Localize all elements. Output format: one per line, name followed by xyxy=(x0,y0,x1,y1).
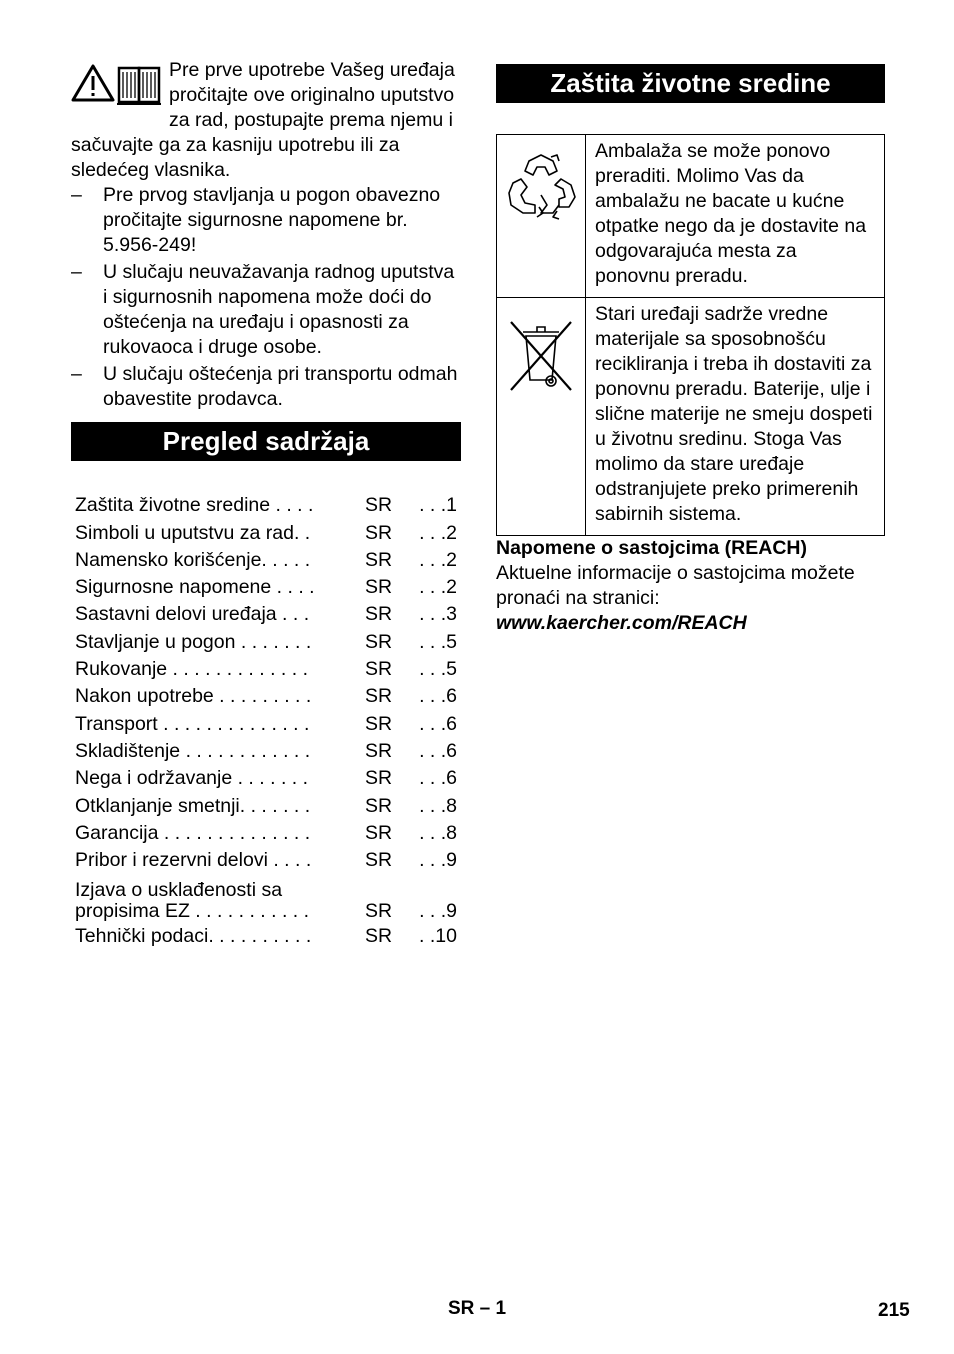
toc-entry-title-line1: Izjava o usklađenosti sa xyxy=(75,880,283,902)
recycling-icon xyxy=(497,135,585,255)
toc-entry-lang: SR xyxy=(365,925,393,948)
environment-table xyxy=(496,134,885,536)
intro-block xyxy=(71,58,461,183)
toc-entry-page: . . .6 xyxy=(419,712,457,735)
toc-entry-lang: SR xyxy=(365,712,393,735)
toc-entry-page: . . .9 xyxy=(419,900,457,923)
toc-entry-title: Stavljanje u pogon . . . . . . . xyxy=(75,630,312,653)
list-dash: – xyxy=(71,184,82,206)
list-item xyxy=(71,183,461,258)
crossed-bin-icon xyxy=(497,298,585,398)
toc-entry-page: . . .3 xyxy=(419,603,457,626)
open-book-icon xyxy=(117,68,161,104)
table-of-contents xyxy=(75,491,457,949)
toc-entry[interactable] xyxy=(75,737,457,764)
toc-entry-title: Nega i održavanje . . . . . . . xyxy=(75,767,309,790)
toc-entry-page: . . .5 xyxy=(419,630,457,653)
toc-entry-lang: SR xyxy=(365,794,393,817)
icon-cell xyxy=(497,135,586,298)
toc-entry-title: Garancija . . . . . . . . . . . . . . xyxy=(75,821,311,844)
toc-entry-title: Transport . . . . . . . . . . . . . . xyxy=(75,712,310,735)
toc-entry[interactable] xyxy=(75,573,457,600)
toc-entry-lang: SR xyxy=(365,739,393,762)
list-item xyxy=(71,362,461,412)
toc-entry-page: . . .2 xyxy=(419,548,457,571)
list-dash: – xyxy=(71,261,82,283)
right-column xyxy=(496,64,885,636)
toc-entry[interactable] xyxy=(75,922,457,949)
toc-entry[interactable] xyxy=(75,764,457,791)
intro-icons xyxy=(71,60,163,110)
toc-entry-lang: SR xyxy=(365,576,393,599)
intro-text: Pre prve upotrebe Vašeg uređaja pročitajte ove originalno uputstvo za rad, postupajte prema njemu i sačuvajte ga za kasniju upotrebu ili za sledećeg vlasnika. xyxy=(71,59,455,181)
list-item xyxy=(71,260,461,360)
table-row xyxy=(497,298,885,536)
toc-entry-title: Rukovanje . . . . . . . . . . . . . xyxy=(75,658,309,681)
toc-entry-title-line2: propisima EZ . . . . . . . . . . . xyxy=(75,900,310,923)
toc-entry-title xyxy=(75,880,365,922)
toc-entry[interactable] xyxy=(75,791,457,818)
toc-entry-page: . . .6 xyxy=(419,685,457,708)
warning-triangle-icon xyxy=(73,66,113,100)
toc-entry-title: Sastavni delovi uređaja . . . xyxy=(75,603,310,626)
toc-entry[interactable] xyxy=(75,846,457,873)
toc-entry-page: . . .5 xyxy=(419,658,457,681)
toc-entry-page: . . .8 xyxy=(419,821,457,844)
toc-entry-page: . . .2 xyxy=(419,521,457,544)
toc-entry-lang: SR xyxy=(365,494,393,517)
toc-entry[interactable] xyxy=(75,873,457,922)
toc-entry-lang: SR xyxy=(365,658,393,681)
recycling-text-cell: Ambalaža se može ponovo preraditi. Molimo Vas da ambalažu ne bacate u kućne otpatke nego da je dostavite na odgovarajuća mesta za ponovnu preradu. xyxy=(586,135,885,298)
reach-section xyxy=(496,536,885,636)
toc-entry[interactable] xyxy=(75,600,457,627)
warning-list xyxy=(71,183,461,412)
list-item-text: U slučaju neuvažavanja radnog uputstva i sigurnosnih napomena može doći do oštećenja na uređaju i opasnosti za rukovaoca i druge osobe. xyxy=(103,261,455,358)
toc-entry[interactable] xyxy=(75,655,457,682)
toc-entry[interactable] xyxy=(75,518,457,545)
toc-entry-lang: SR xyxy=(365,630,393,653)
toc-entry[interactable] xyxy=(75,491,457,518)
toc-entry[interactable] xyxy=(75,627,457,654)
reach-title: Napomene o sastojcima (REACH) xyxy=(496,537,807,559)
toc-entry[interactable] xyxy=(75,709,457,736)
list-dash: – xyxy=(71,363,82,385)
footer-page-number: 215 xyxy=(878,1300,910,1321)
toc-heading: Pregled sadržaja xyxy=(71,422,461,461)
toc-entry-title: Nakon upotrebe . . . . . . . . . xyxy=(75,685,312,708)
toc-entry-page: . . .1 xyxy=(419,494,457,517)
toc-entry-title: Sigurnosne napomene . . . . xyxy=(75,576,315,599)
reach-link[interactable]: www.kaercher.com/REACH xyxy=(496,612,747,634)
toc-entry-page: . . .8 xyxy=(419,794,457,817)
toc-entry-title: Simboli u uputstvu za rad. . xyxy=(75,521,311,544)
toc-entry-page: . . .6 xyxy=(419,739,457,762)
toc-entry[interactable] xyxy=(75,546,457,573)
toc-entry-lang: SR xyxy=(365,521,393,544)
toc-entry-page: . . .2 xyxy=(419,576,457,599)
disposal-text-cell: Stari uređaji sadrže vredne materijale sa sposobnošću recikliranja i treba ih dostaviti za ponovnu preradu. Baterije, ulje i slične materije ne smeju dospeti u životnu sredinu. Stoga Vas molimo da stare uređaje odstranjujete preko primerenih sabirnih sistema. xyxy=(586,298,885,536)
footer-section-label: SR – 1 xyxy=(448,1298,507,1319)
list-item-text: U slučaju oštećenja pri transportu odmah obavestite prodavca. xyxy=(103,363,458,410)
left-column xyxy=(71,58,461,949)
toc-entry-page: . . .6 xyxy=(419,767,457,790)
environment-heading: Zaštita životne sredine xyxy=(496,64,885,103)
table-row xyxy=(497,135,885,298)
toc-entry-lang: SR xyxy=(365,767,393,790)
toc-entry-title: Skladištenje . . . . . . . . . . . . xyxy=(75,739,311,762)
toc-entry-lang: SR xyxy=(365,603,393,626)
toc-entry-page: . .10 xyxy=(419,925,457,948)
toc-entry[interactable] xyxy=(75,682,457,709)
toc-entry-page: . . .9 xyxy=(419,849,457,872)
toc-entry-title: Namensko korišćenje. . . . . xyxy=(75,548,311,571)
toc-entry-lang: SR xyxy=(365,900,393,923)
list-item-text: Pre prvog stavljanja u pogon obavezno pročitajte sigurnosne napomene br. 5.956-249! xyxy=(103,184,441,256)
toc-entry-title: Pribor i rezervni delovi . . . . xyxy=(75,849,312,872)
toc-entry-title: Zaštita životne sredine . . . . xyxy=(75,494,314,517)
toc-entry-lang: SR xyxy=(365,685,393,708)
icon-cell xyxy=(497,298,586,536)
toc-entry[interactable] xyxy=(75,819,457,846)
toc-entry-lang: SR xyxy=(365,548,393,571)
toc-entry-title: Tehnički podaci. . . . . . . . . . xyxy=(75,925,312,948)
toc-entry-lang: SR xyxy=(365,821,393,844)
toc-entry-lang: SR xyxy=(365,849,393,872)
reach-text: Aktuelne informacije o sastojcima možete pronaći na stranici: xyxy=(496,562,855,609)
toc-entry-title: Otklanjanje smetnji. . . . . . . xyxy=(75,794,311,817)
